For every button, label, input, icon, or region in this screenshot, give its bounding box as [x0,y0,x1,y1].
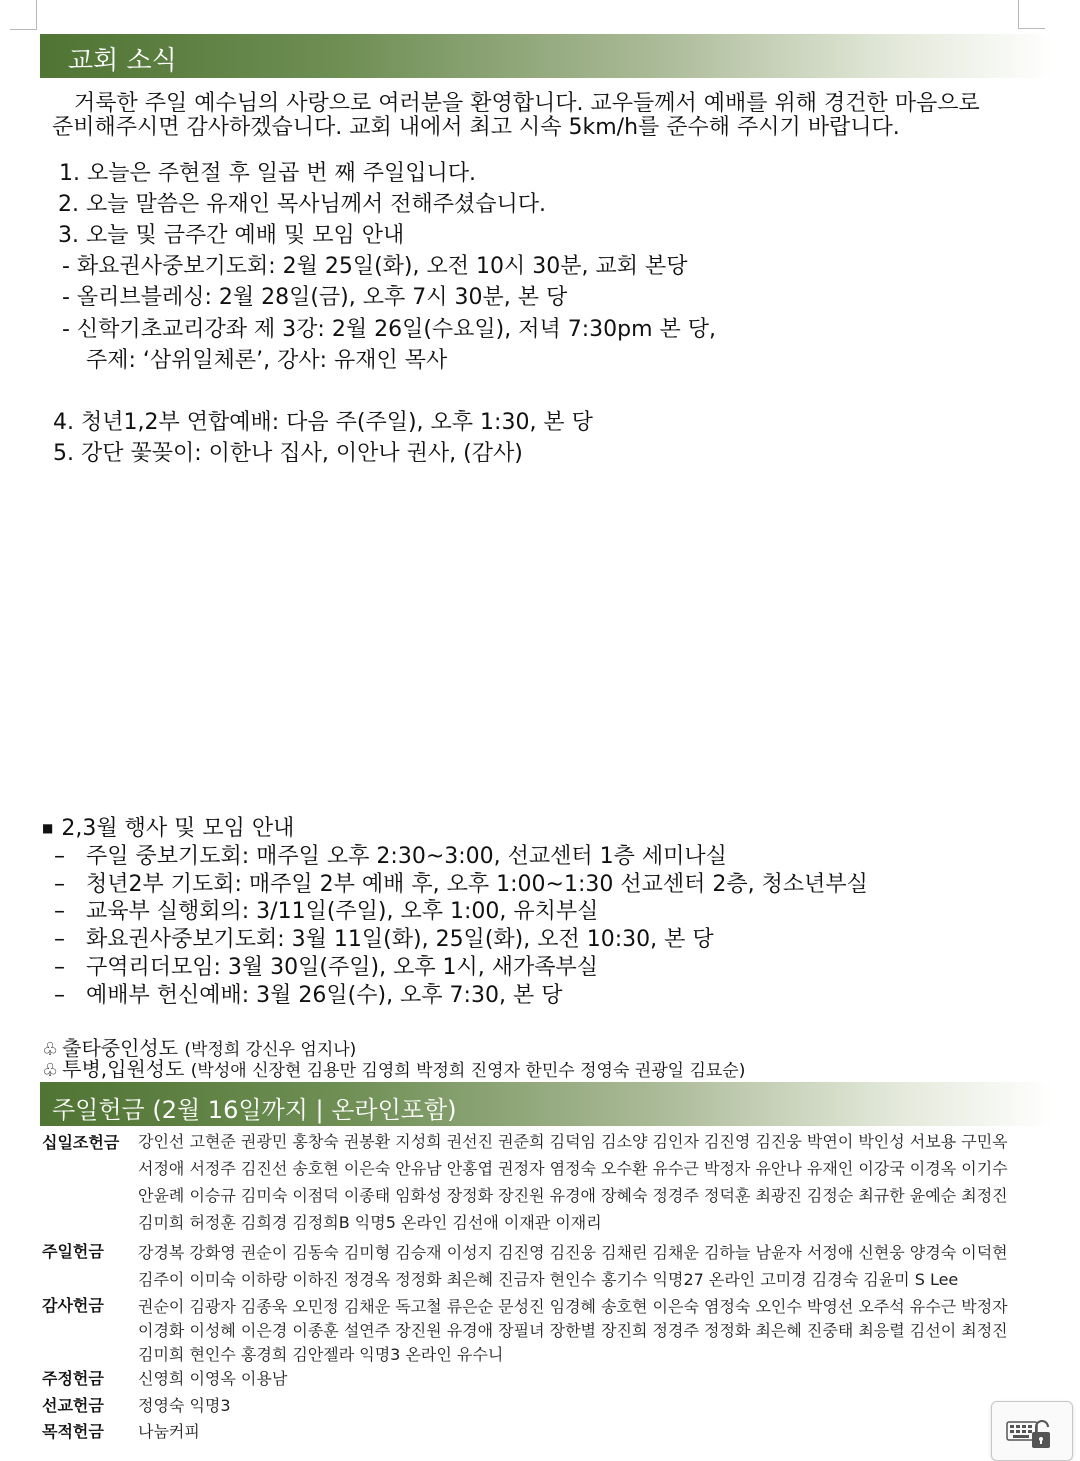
news-subitem-continuation: 주제: ‘삼위일체론’, 강사: 유재인 목사 [86,348,448,373]
prayer-sick-label: 투병,입원성도 [62,1057,185,1081]
donor-names-line: 김미희 허정훈 김희경 김정희B 익명5 온라인 김선애 이재관 이재리 [138,1213,602,1232]
donor-names-line: 김미희 현인수 홍경희 김안젤라 익명3 온라인 유수니 [138,1345,504,1364]
offering-label-tithe: 십일조헌금 [42,1133,120,1152]
event-item: – 교육부 실행회의: 3/11일(주일), 오후 1:00, 유치부실 [54,899,599,924]
page-corner-mark [1018,0,1045,29]
keyboard-lock-button[interactable] [991,1401,1073,1461]
news-item: 5. 강단 꽃꽂이: 이한나 집사, 이안나 권사, (감사) [53,441,523,466]
news-item: 3. 오늘 및 금주간 예배 및 모임 안내 [58,223,405,248]
event-item-text: 주일 중보기도회: 매주일 오후 2:30~3:00, 선교센터 1층 세미나실 [86,844,727,869]
keyboard-lock-icon [1006,1418,1058,1450]
prayer-hands-icon: ♧ [42,1039,59,1060]
offering-title-text: 주일헌금 (2월 16일까지 | 온라인포함) [52,1096,457,1124]
offering-label-mission: 선교헌금 [42,1396,104,1415]
donor-names-line: 강경복 강화영 권순이 김동숙 김미형 김승재 이성지 김진영 김진웅 김채린 김채운 김하늘 남윤자 서정애 신현웅 양경숙 이덕현 [138,1243,1008,1262]
prayer-hands-icon: ♧ [42,1060,59,1081]
offering-label-weekly: 주정헌금 [42,1369,104,1388]
news-item: 2. 오늘 말씀은 유재인 목사님께서 전해주셨습니다. [58,192,546,217]
section-title-text: 교회 소식 [68,46,177,76]
events-heading-text: 2,3월 행사 및 모임 안내 [61,816,295,841]
offering-label-sunday: 주일헌금 [42,1242,104,1261]
donor-names-line: 안윤례 이승규 김미숙 이점덕 이종태 임화성 장정화 장진원 유경애 장혜숙 정경주 정덕훈 최광진 김정순 최규한 윤예순 최정진 [138,1186,1008,1205]
prayer-travel-label: 출타중인성도 [62,1036,179,1060]
events-heading [42,818,294,840]
donor-names-line: 정영숙 익명3 [138,1396,231,1415]
offering-label-purpose: 목적헌금 [42,1422,104,1441]
donor-names-line: 신영희 이영옥 이용남 [138,1369,288,1388]
event-item: – 주일 중보기도회: 매주일 오후 2:30~3:00, 선교센터 1층 세미나실 [54,844,727,869]
donor-names-line: 이경화 이성혜 이은경 이종훈 설연주 장진원 유경애 장필녀 장한별 장진희 정경주 정정화 최은혜 진중태 최응렬 김선이 최정진 [138,1321,1008,1340]
event-item-text: 교육부 실행회의: 3/11일(주일), 오후 1:00, 유치부실 [86,899,599,924]
prayer-travel-names: (박정희 강신우 엄지나) [184,1040,357,1060]
news-subitem: - 신학기초교리강좌 제 3강: 2월 26일(수요일), 저녁 7:30pm 본 당, [62,317,717,342]
news-item: 1. 오늘은 주현절 후 일곱 번 째 주일입니다. [59,161,476,186]
donor-names-line: 서정애 서정주 김진선 송호현 이은숙 안유남 안홍엽 권정자 염정숙 오수환 유수근 박정자 유안나 유재인 이강국 이경옥 이기수 [138,1159,1008,1178]
event-item-text: 구역리더모임: 3월 30일(주일), 오후 1시, 새가족부실 [86,955,599,980]
intro-line-2: 준비해주시면 감사하겠습니다. 교회 내에서 최고 시속 5km/h를 준수해 주시기 바랍니다. [52,115,900,140]
event-item: – 화요권사중보기도회: 3월 11일(화), 25일(화), 오전 10:30, 본 당 [54,927,714,952]
news-subitem: - 올리브블레싱: 2월 28일(금), 오후 7시 30분, 본 당 [62,285,568,310]
event-item: – 예배부 헌신예배: 3월 26일(수), 오후 7:30, 본 당 [54,983,563,1008]
prayer-sick-line [42,1059,745,1080]
event-item-text: 예배부 헌신예배: 3월 26일(수), 오후 7:30, 본 당 [86,983,563,1008]
prayer-travel-line [42,1038,356,1059]
section-title-church-news [40,34,1056,78]
event-item: – 구역리더모임: 3월 30일(주일), 오후 1시, 새가족부실 [54,955,599,980]
page-corner-mark [10,29,36,30]
bullet-icon: ■ [42,821,54,835]
section-title-offering [40,1082,1056,1126]
prayer-sick-names: (박성애 신장현 김용만 김영희 박정희 진영자 한민수 정영숙 권광일 김묘순) [190,1061,746,1081]
event-item-text: 화요권사중보기도회: 3월 11일(화), 25일(화), 오전 10:30, 본 당 [86,927,714,952]
donor-names-line: 나눔커피 [138,1422,200,1441]
intro-line-1: 거룩한 주일 예수님의 사랑으로 여러분을 환영합니다. 교우들께서 예배를 위해 경건한 마음으로 [74,91,980,116]
news-item: 4. 청년1,2부 연합예배: 다음 주(주일), 오후 1:30, 본 당 [53,410,593,435]
offering-label-thanks: 감사헌금 [42,1296,104,1315]
page-corner-mark [36,0,37,30]
event-item-text: 청년2부 기도회: 매주일 2부 예배 후, 오후 1:00~1:30 선교센터 2층, 청소년부실 [86,872,868,897]
news-subitem: - 화요권사중보기도회: 2월 25일(화), 오전 10시 30분, 교회 본당 [62,254,688,279]
donor-names-line: 강인선 고현준 권광민 홍창숙 권봉환 지성희 권선진 권준희 김덕임 김소양 김인자 김진영 김진웅 박연이 박인성 서보용 구민옥 [138,1132,1008,1151]
donor-names-line: 권순이 김광자 김종욱 오민정 김채운 독고철 류은순 문성진 임경혜 송호현 이은숙 염정숙 오인수 박영선 오주석 유수근 박정자 [138,1297,1008,1316]
event-item: – 청년2부 기도회: 매주일 2부 예배 후, 오후 1:00~1:30 선교센터 2층, 청소년부실 [54,872,868,897]
donor-names-line: 김주이 이미숙 이하랑 이하진 정경옥 정정화 최은혜 진금자 현인수 홍기수 익명27 온라인 고미경 김경숙 김윤미 S Lee [138,1270,959,1289]
